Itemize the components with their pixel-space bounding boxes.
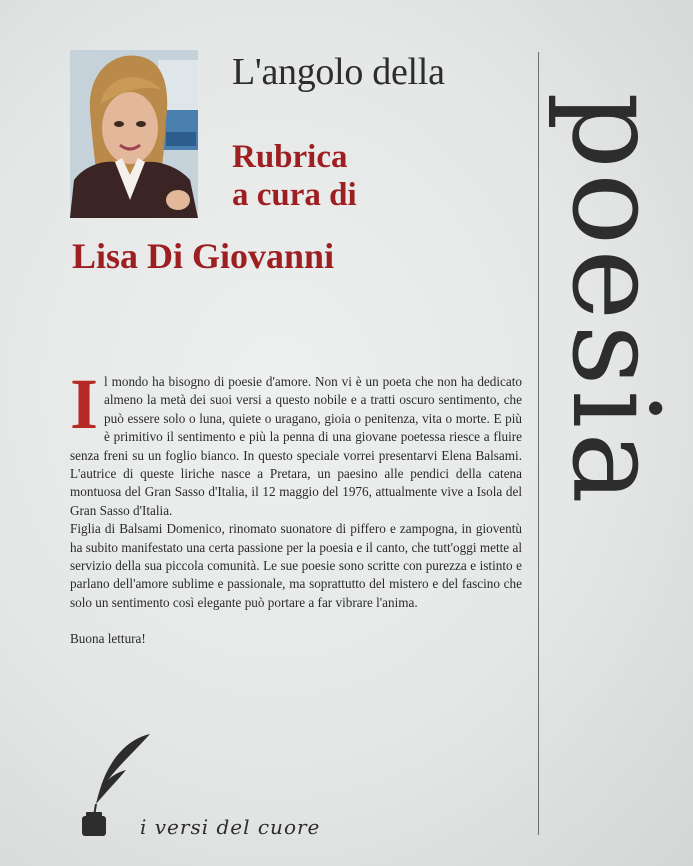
rubrica-heading	[232, 138, 357, 214]
author-name: Lisa Di Giovanni	[72, 236, 335, 276]
curated-by-line: a cura di	[232, 177, 357, 213]
rubrica-line: Rubrica	[232, 139, 348, 175]
column-title: L'angolo della	[232, 51, 445, 93]
article-body	[70, 364, 522, 649]
drop-cap: I	[70, 364, 99, 444]
article-paragraph: Figlia di Balsami Domenico, rinomato suonatore di piffero e zampogna, in gioventù ha subito manifestato una certa passione per la poesia e il canto, che tutt'oggi mette al servizio della sua piccola comunità. Le sue poesie sono scritte con purezza e istinto e parlano dell'amore sublime e passionale, ma soprattutto del mistero e del fascino che solo un sentimento così elegante può portare a far vibrare l'anima.	[70, 521, 522, 610]
article-paragraph	[70, 364, 522, 520]
paragraph-text: l mondo ha bisogno di poesie d'amore. Non vi è un poeta che non ha dedicato almeno la metà dei suoi versi a questo nobile e a tratti oscuro sentimento, che può essere solo o luna, quiete o uragano, gioia o penitenza, vita o morte. E più è primitivo il sentimento e più la penna di una giovane poetessa riesce a fluire senza freni su un foglio bianco. In questo speciale vorrei presentarvi Elena Balsami. L'autrice di queste liriche nasce a Pretara, un paesino alle pendici della catena montuosa del Gran Sasso d'Italia, il 12 maggio del 1976, attualmente vive a Isola del Gran Sasso d'Italia.	[70, 374, 522, 518]
brand-tagline: i versi del cuore	[140, 815, 321, 839]
author-photo	[70, 50, 198, 218]
closing-line: Buona lettura!	[70, 631, 146, 647]
vertical-divider	[538, 52, 539, 835]
vertical-title: poesia	[545, 92, 684, 508]
